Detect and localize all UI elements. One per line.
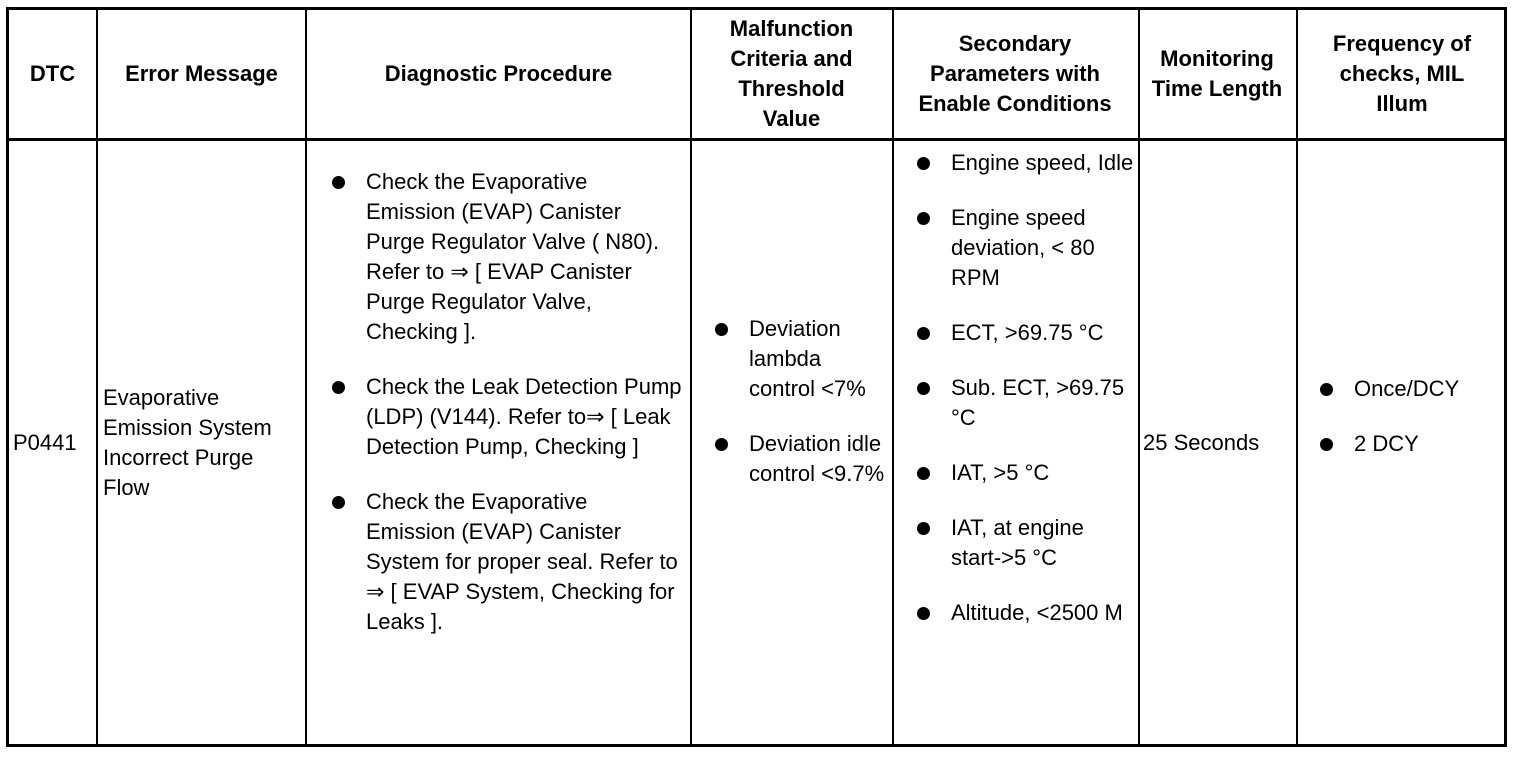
dtc-code: P0441 [13, 429, 77, 455]
bullet-icon [332, 496, 345, 509]
parameter-item [917, 203, 1139, 293]
parameter-item [917, 598, 1139, 628]
criteria-item [715, 314, 885, 404]
parameter-item [917, 513, 1139, 573]
parameter-text: Engine speed deviation, < 80 RPM [951, 205, 1095, 290]
header-monitoring-time: Monitoring Time Length [1151, 46, 1283, 101]
parameter-text: Engine speed, Idle [951, 150, 1134, 175]
bullet-icon [332, 381, 345, 394]
header-diagnostic-procedure: Diagnostic Procedure [384, 61, 613, 86]
procedure-step-text: Check the Evaporative Emission (EVAP) Canister System for proper seal. Refer to ⇒ [ EVAP System, Checking for Leaks ]. [366, 489, 678, 634]
bullet-icon [917, 382, 930, 395]
bullet-icon [1320, 438, 1333, 451]
criteria-item [715, 429, 885, 489]
bullet-icon [917, 157, 930, 170]
dtc-table [6, 7, 1507, 747]
column-divider [892, 10, 894, 744]
bullet-icon [917, 212, 930, 225]
column-divider [1296, 10, 1298, 744]
bullet-icon [917, 327, 930, 340]
frequency-text: 2 DCY [1354, 431, 1419, 456]
column-divider [690, 10, 692, 744]
monitoring-time-cell [1143, 141, 1293, 744]
parameter-text: Sub. ECT, >69.75 °C [951, 375, 1125, 430]
criteria-text: Deviation idle control <9.7% [749, 431, 885, 486]
procedure-step [332, 167, 682, 347]
frequency-text: Once/DCY [1354, 376, 1460, 401]
criteria-text: Deviation lambda control <7% [749, 316, 866, 401]
bullet-icon [917, 467, 930, 480]
header-frequency: Frequency of checks, MIL Illum [1332, 31, 1472, 116]
parameter-text: Altitude, <2500 M [951, 600, 1123, 625]
bullet-icon [917, 522, 930, 535]
header-secondary-parameters: Secondary Parameters with Enable Conditions [918, 31, 1112, 116]
parameter-item [917, 458, 1139, 488]
procedure-step-text: Check the Leak Detection Pump (LDP) (V144). Refer to⇒ [ Leak Detection Pump, Checking ] [366, 374, 682, 459]
malfunction-criteria-cell [715, 141, 885, 744]
frequency-cell [1320, 141, 1505, 744]
dtc-cell [13, 141, 93, 744]
parameter-text: IAT, >5 °C [951, 460, 1050, 485]
header-malfunction-criteria: Malfunction Criteria and Threshold Value [729, 16, 854, 131]
parameter-item [917, 373, 1139, 433]
diagnostic-procedure-cell [332, 141, 682, 744]
parameter-text: ECT, >69.75 °C [951, 320, 1104, 345]
parameter-item [917, 318, 1139, 348]
error-message-text: Evaporative Emission System Incorrect Purge Flow [103, 384, 272, 500]
procedure-step [332, 487, 682, 637]
bullet-icon [917, 607, 930, 620]
header-dtc: DTC [29, 61, 76, 86]
frequency-item [1320, 374, 1505, 404]
bullet-icon [332, 176, 345, 189]
frequency-item [1320, 429, 1505, 459]
header-error-message: Error Message [125, 61, 278, 86]
procedure-step [332, 372, 682, 462]
bullet-icon [1320, 383, 1333, 396]
parameter-item [917, 148, 1139, 178]
bullet-icon [715, 323, 728, 336]
bullet-icon [715, 438, 728, 451]
secondary-parameters-cell [917, 141, 1139, 744]
error-message-cell [103, 141, 303, 744]
procedure-step-text: Check the Evaporative Emission (EVAP) Canister Purge Regulator Valve ( N80). Refer to ⇒ [ EVAP Canister Purge Regulator Valve, Checking ]. [366, 169, 660, 344]
monitoring-time-text: 25 Seconds [1143, 429, 1260, 455]
parameter-text: IAT, at engine start->5 °C [951, 515, 1084, 570]
